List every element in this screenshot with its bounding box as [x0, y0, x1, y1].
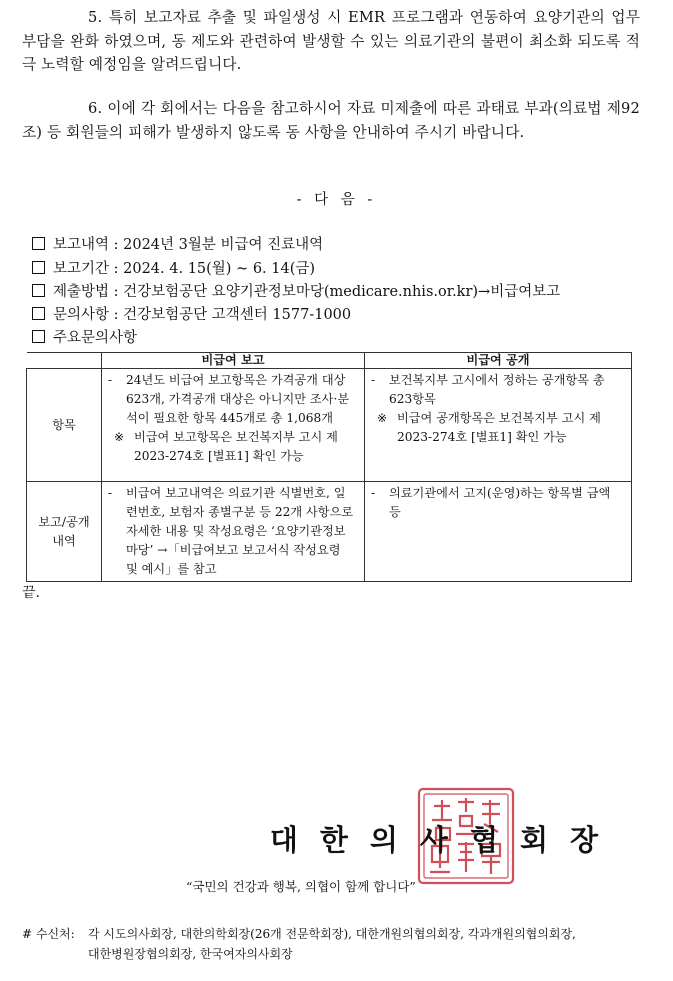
checkbox-icon: [32, 261, 45, 274]
table-row: [27, 369, 632, 482]
checkbox-icon: [32, 237, 45, 250]
recipients-line1: 각 시도의사회장, 대한의학회장(26개 전문학회장), 대한개원의협의회장, 각과개원의협의회장,: [88, 927, 576, 941]
header-public: 비급여 공개: [365, 353, 632, 369]
bullet-main-inquiries: 주요문의사항: [32, 328, 137, 348]
bullet-report-content: 보고내역 : 2024년 3월분 비급여 진료내역: [32, 235, 323, 255]
paragraph-5-text: 5. 특히 보고자료 추출 및 파일생성 시 EMR 프로그램과 연동하여 요양기관의 업무 부담을 완화 하였으며, 동 제도와 관련하여 발생할 수 있는 의료기관의 불편이 최소화 되도록 적극 노력할 예정임을 알려드립니다.: [22, 9, 640, 73]
paragraph-6-text: 6. 이에 각 회에서는 다음을 참고하시어 자료 미제출에 따른 과태료 부과(의료법 제92조) 등 회원들의 피해가 발생하지 않도록 동 사항을 안내하여 주시기 바랍니다.: [22, 100, 640, 141]
note-item: ※ 비급여 보고항목은 보건복지부 고시 제2023-274호 [별표1] 확인 가능: [114, 430, 338, 463]
row-label-report-public: 보고/공개 내역: [27, 482, 102, 582]
bullet-report-period: 보고기간 : 2024. 4. 15(월) ~ 6. 14(금): [32, 259, 315, 279]
recipients-label: # 수신처:: [22, 927, 75, 941]
bullet-submit-method: 제출방법 : 건강보험공단 요양기관정보마당(medicare.nhis.or.kr)→비급여보고: [32, 282, 560, 302]
end-mark: 끝.: [22, 585, 40, 601]
note-item: ※ 비급여 공개항목은 보건복지부 고시 제2023-274호 [별표1] 확인 가능: [377, 411, 601, 444]
organization-name: 대한의사협회장: [269, 823, 620, 857]
slogan: “국민의 건강과 행복, 의협이 함께 합니다”: [186, 879, 416, 894]
section-heading: - 다 음 -: [296, 192, 377, 208]
list-item: - 의료기관에서 고지(운영)하는 항목별 금액 등: [371, 486, 611, 519]
checkbox-icon: [32, 284, 45, 297]
recipients: [22, 924, 652, 964]
list-item: - 보건복지부 고시에서 정하는 공개항목 총 623항목: [371, 373, 605, 406]
paragraph-5: [22, 6, 640, 77]
checkbox-icon: [32, 330, 45, 343]
recipients-line2: 대한병원장협의회장, 한국여자의사회장: [88, 947, 293, 961]
checkbox-icon: [32, 307, 45, 320]
paragraph-6: [22, 97, 640, 144]
table-header-row: [27, 353, 632, 369]
list-item: - 비급여 보고내역은 의료기관 식별번호, 일련번호, 보험자 종별구분 등 22개 사항으로 자세한 내용 및 작성요령은 ‘요양기관정보마당’ →「비급여보고 보고서식 작성요령 및 예시」를 참고: [108, 486, 354, 576]
row-label-items: 항목: [27, 369, 102, 482]
header-report: 비급여 보고: [102, 353, 365, 369]
list-item: - 24년도 비급여 보고항목은 가격공개 대상 623개, 가격공개 대상은 아니지만 조사·분석이 필요한 항목 445개로 총 1,068개: [108, 373, 350, 425]
table-row: [27, 482, 632, 582]
inquiry-table: [26, 352, 632, 582]
bullet-inquiry: 문의사항 : 건강보험공단 고객센터 1577-1000: [32, 305, 351, 325]
